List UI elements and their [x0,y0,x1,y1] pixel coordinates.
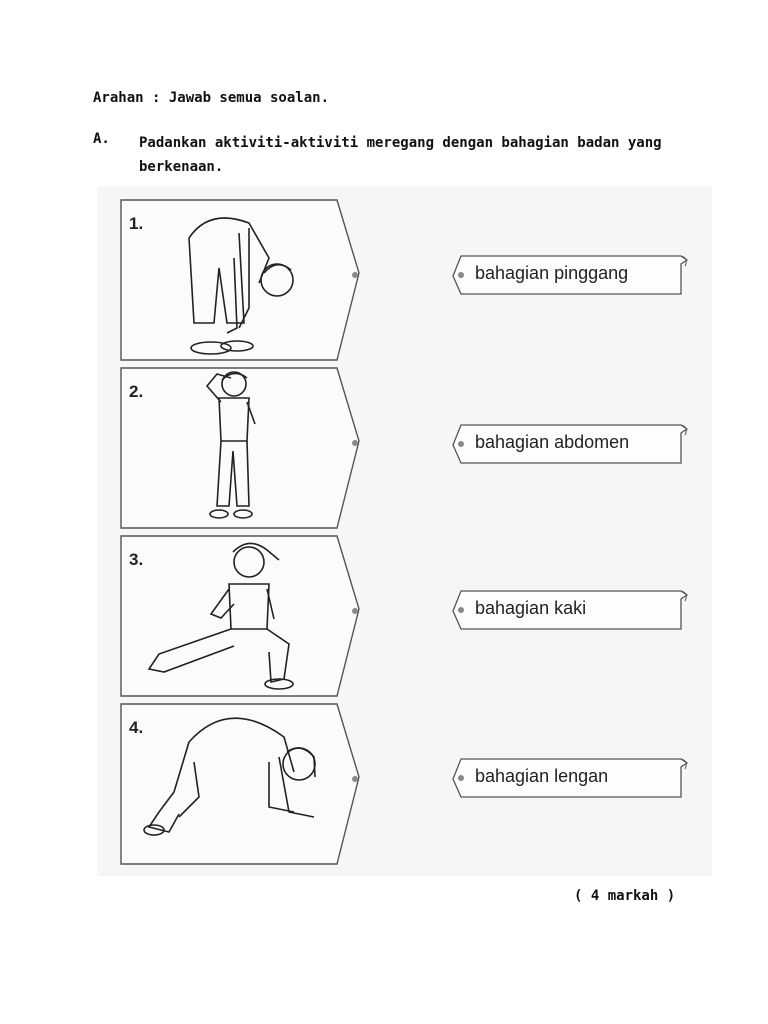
option-scroll-2[interactable] [449,421,691,467]
option-scroll-1[interactable] [449,252,691,298]
activity-card-3 [119,534,359,697]
stretch-figure-crawl-icon [119,702,361,867]
option-label: bahagian lengan [475,766,609,786]
activity-card-2 [119,366,359,529]
activity-number: 3. [129,550,144,569]
question-number: A. [93,131,110,147]
instruction: Arahan : Jawab semua soalan. [93,90,330,106]
marks-label: ( 4 markah ) [574,888,676,904]
activity-number: 1. [129,214,144,233]
question-text: Padankan aktiviti-aktiviti meregang dengan bahagian badan yang berkenaan. [139,135,662,175]
stretch-figure-bending-icon [119,198,361,363]
option-scroll-4[interactable] [449,755,691,801]
option-label: bahagian kaki [475,598,587,618]
activity-number: 2. [129,382,144,401]
option-label: bahagian abdomen [475,432,630,452]
activity-card-1 [119,198,359,361]
activity-card-4 [119,702,359,865]
stretch-figure-arm-icon [119,366,361,531]
activity-number: 4. [129,718,144,737]
stretch-figure-lunge-icon [119,534,361,699]
worksheet-panel [97,186,712,876]
option-label: bahagian pinggang [475,263,629,283]
option-scroll-3[interactable] [449,587,691,633]
